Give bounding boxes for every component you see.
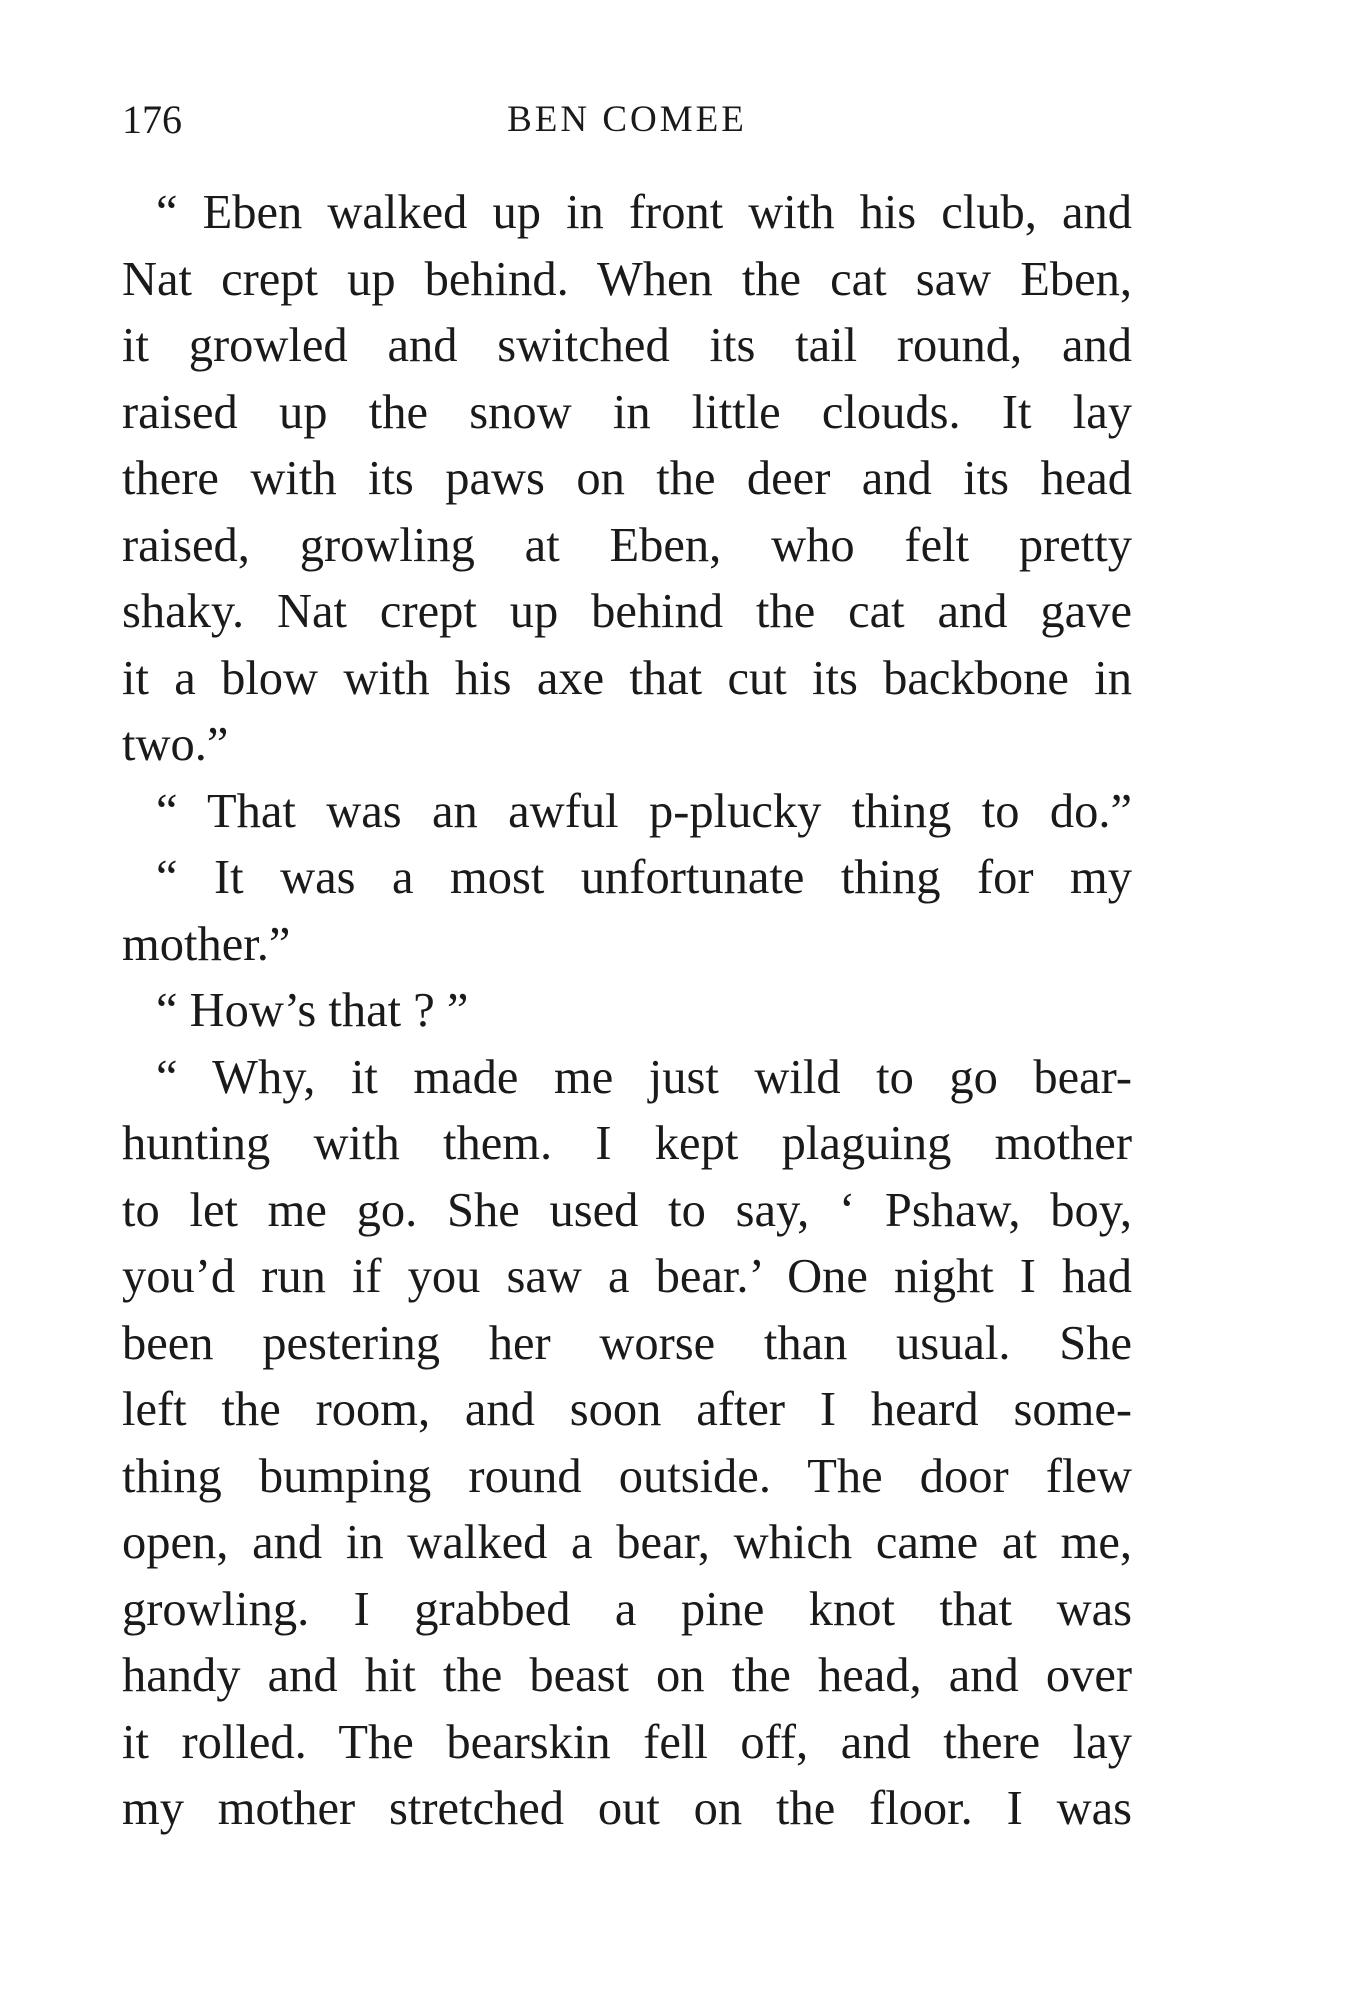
text-line: shaky. Nat crept up behind the cat and gave	[122, 585, 1132, 638]
text-line: growling. I grabbed a pine knot that was	[122, 1582, 1132, 1636]
text-line: “ That was an awful p-plucky thing to do.”	[156, 784, 1132, 838]
text-line: been pestering her worse than usual. She	[122, 1316, 1132, 1370]
text-line: mother.”	[122, 917, 291, 971]
text-line: it rolled. The bearskin fell off, and there lay	[122, 1715, 1132, 1769]
text-line: Nat crept up behind. When the cat saw Eben,	[122, 252, 1132, 306]
text-line: two.”	[122, 718, 229, 771]
text-line: to let me go. She used to say, ‘ Pshaw, boy,	[122, 1183, 1132, 1237]
text-line: left the room, and soon after I heard some-	[122, 1383, 1132, 1436]
text-line: “ It was a most unfortunate thing for my	[156, 851, 1132, 904]
running-head	[122, 92, 1132, 148]
text-line: my mother stretched out on the floor. I was	[122, 1782, 1132, 1835]
text-line: “ How’s that ? ”	[156, 984, 469, 1037]
page-number: 176	[122, 97, 182, 142]
book-title: BEN COMEE	[507, 99, 747, 140]
text-line: handy and hit the beast on the head, and over	[122, 1649, 1132, 1702]
text-line: it a blow with his axe that cut its backbone in	[122, 651, 1132, 705]
text-line: open, and in walked a bear, which came at me,	[122, 1516, 1132, 1569]
text-line: thing bumping round outside. The door flew	[122, 1449, 1132, 1503]
text-line: there with its paws on the deer and its head	[122, 452, 1132, 505]
text-line: it growled and switched its tail round, and	[122, 319, 1132, 372]
text-line: raised, growling at Eben, who felt pretty	[122, 518, 1132, 572]
text-line: “ Eben walked up in front with his club, and	[156, 186, 1132, 239]
body-text	[122, 180, 1132, 1843]
text-line: you’d run if you saw a bear.’ One night I had	[122, 1250, 1132, 1303]
text-line: “ Why, it made me just wild to go bear-	[156, 1050, 1132, 1104]
text-line: raised up the snow in little clouds. It lay	[122, 385, 1132, 439]
text-line: hunting with them. I kept plaguing mother	[122, 1117, 1132, 1170]
